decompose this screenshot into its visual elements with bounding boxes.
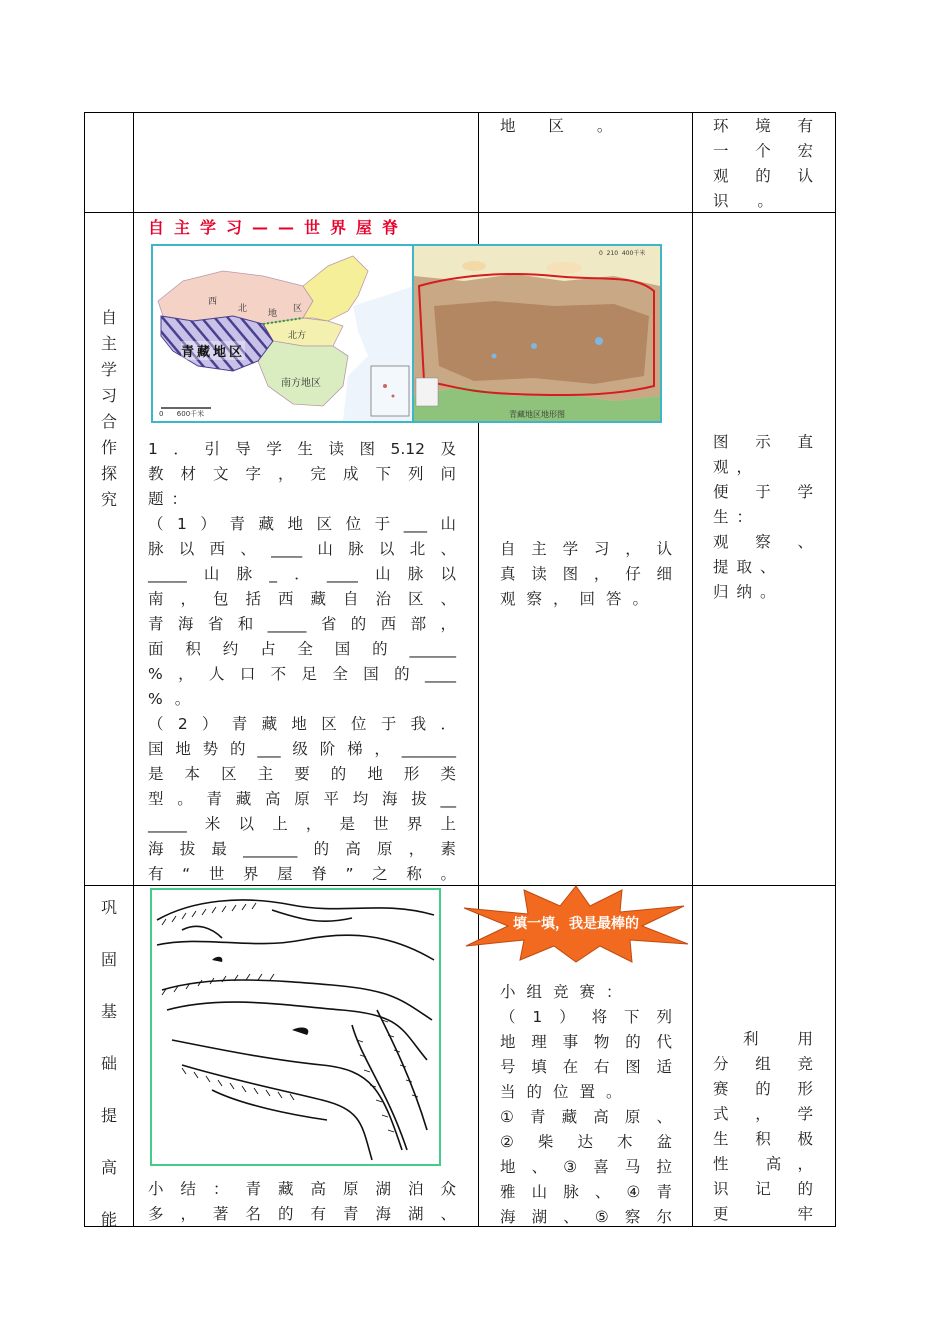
- terrain-map-scale: 0 210 400千米: [599, 250, 646, 257]
- south-region-label: 南方地区: [281, 378, 321, 389]
- section-heading: 自主学习——世界屋脊: [148, 218, 409, 237]
- map-scale-label: 0 600千米: [159, 410, 205, 418]
- row1-activity-text: 地 区 。: [500, 117, 627, 135]
- starburst-callout: [462, 884, 690, 964]
- blank-outline-map-graphic: [152, 890, 439, 1164]
- terrain-map-caption: 青藏地区地形图: [509, 410, 565, 419]
- consolidate-intent-text: 利 用 分 组 竞 赛 的 形 式，学 生 积 极 性 高， 识 记 的 更 牢: [713, 1030, 813, 1223]
- table-border-right: [835, 112, 836, 1227]
- northwest-region-label-3: 地: [268, 309, 278, 319]
- northwest-region-label-4: 区: [293, 304, 303, 314]
- table-border-left: [84, 112, 85, 1227]
- blank-outline-map: [150, 888, 441, 1166]
- table-col-divider-3: [692, 112, 693, 1227]
- china-regions-map-graphic: [153, 246, 414, 421]
- summary-text: 小结：青藏高原湖泊众 多，著名的有青海湖、: [148, 1180, 456, 1223]
- row1-intent-text: 环 境 有 一 个 宏 观 的 认 识 。: [713, 117, 813, 210]
- northwest-region-label-2: 北: [238, 304, 248, 314]
- table-border-top: [84, 112, 836, 113]
- tibet-terrain-map-graphic: [414, 246, 660, 421]
- study-intent-text: 图 示 直 观， 便 于 学 生： 观 察 、 提取、 归纳。: [713, 433, 813, 601]
- consolidate-activity-text: 小组竞赛： （1）将下列 地理事物的代 号填在右图适 当的位置。 ①青藏高原、 ②柴达木盆 地、③喜马拉 雅山脉、④青 海湖、⑤察尔: [500, 983, 672, 1226]
- china-regions-map: [151, 244, 416, 423]
- north-region-label: 北方: [288, 331, 307, 341]
- tibet-region-label: 青藏地区: [181, 341, 245, 360]
- tibet-terrain-map: [412, 244, 662, 423]
- row2-section-label: 自主学习合作探究: [100, 308, 117, 509]
- document-page: 地 区 。 环 境 有 一 个 宏 观 的 认 识 。 自主学习合作探究 自主学习——世界屋脊 青藏地区 西 北 地 区 北方 南方地区 0 600千米 0 210 400千米 青藏地区地形图 1．引导学生读图5.12及 教材文字，完成下列问 题： （1）青藏地区位于___山 脉以西、____山脉以北、 _____山脉_．____山脉以 南，包括西藏自治区、 青海省和_____省的西部， 面积约占全国的______ %，人口不足全国的____ %。 （2）青藏地区位于我． 国地势的___级阶梯，_______ 是本区主要的地形类 型。青藏高原平均海拔__ _____米以上，是世界上 海拔最_______的高原，素 有“世界屋脊”之称。 自主学习，认 真读图，仔细 观察，回答。 图 示 直 观， 便 于 学 生： 观 察 、 提取、 归纳。 巩 固 基 础 提 高 能 小结：青藏高原湖泊众 多，著名的有青海湖、 填一填，我是最棒的 小组竞赛： （1）将下列 地理事物的代 号填在右图适 当的位置。 ①青藏高原、 ②柴达木盆 地、③喜马拉 雅山脉、④青 海湖、⑤察尔 利 用 分 组 竞 赛 的 形 式，学 生 积 极 性 高， 识 记 的 更 牢: [0, 0, 950, 1344]
- table-col-divider-1: [133, 112, 134, 1227]
- study-question-text: 1．引导学生读图5.12及 教材文字，完成下列问 题： （1）青藏地区位于___山 脉以西、____山脉以北、 _____山脉_．____山脉以 南，包括西藏自治区、 青海省和_____省的西部， 面积约占全国的______ %，人口不足全国的____ %。 （2）青藏地区位于我． 国地势的___级阶梯，_______ 是本区主要的地形类 型。青藏高原平均海拔__ _____米以上，是世界上 海拔最_______的高原，素 有“世界屋脊”之称。: [148, 440, 456, 883]
- study-activity-text: 自主学习，认 真读图，仔细 观察，回答。: [500, 540, 672, 608]
- starburst-text: 填一填，我是最棒的: [513, 916, 639, 932]
- northwest-region-label: 西: [208, 297, 218, 307]
